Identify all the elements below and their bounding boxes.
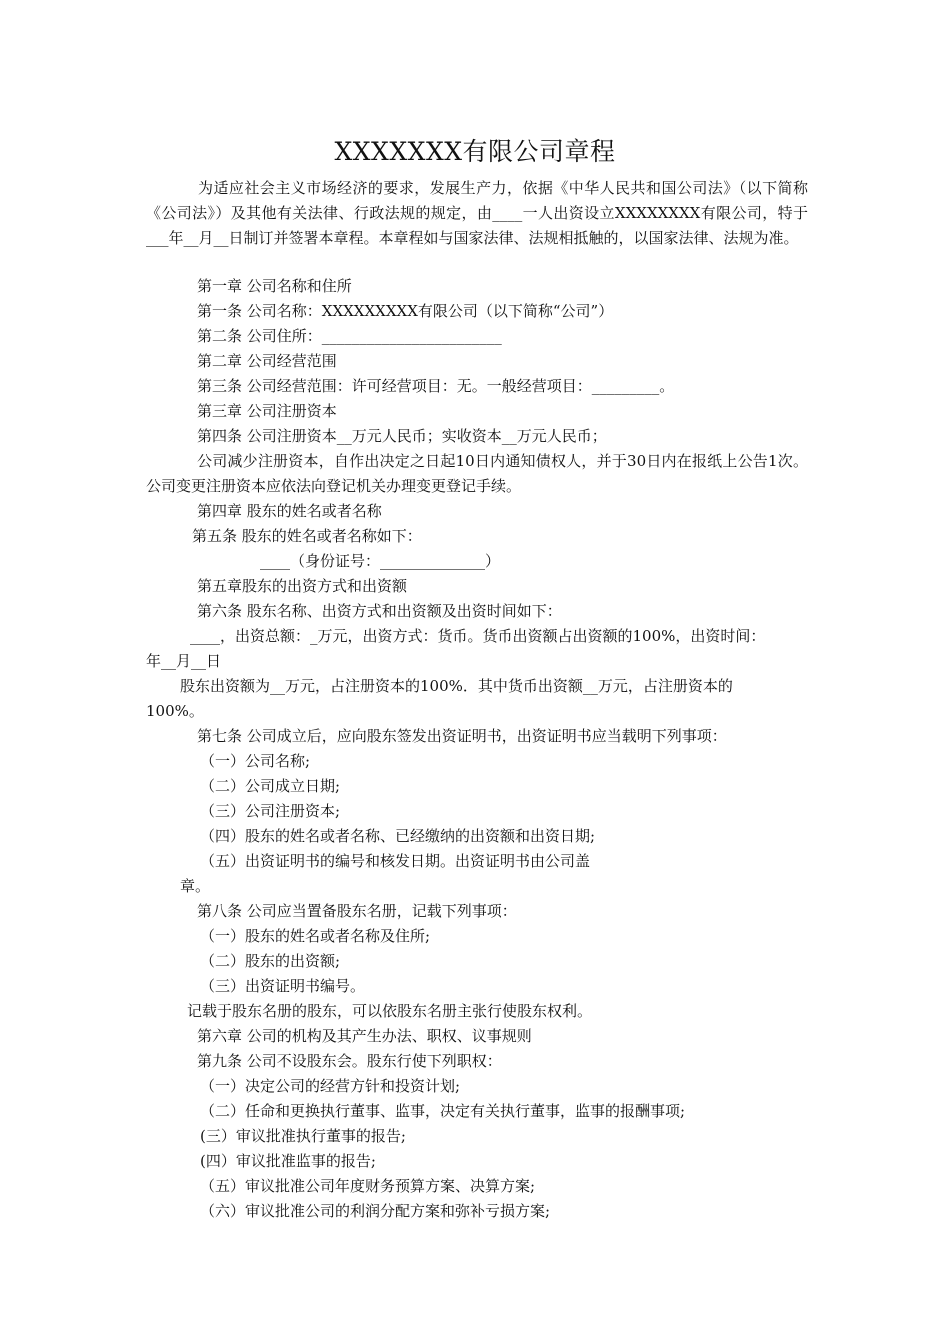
list-item: （二）股东的出资额;: [200, 952, 341, 970]
capital-reduction-paragraph: 公司减少注册资本，自作出决定之日起10日内通知债权人，并于30日内在报纸上公告1次。公司变更注册资本应依法向登记机关办理变更登记手续。: [146, 452, 808, 495]
article-9: 第九条 公司不设股东会。股东行使下列职权：: [197, 1052, 502, 1070]
list-item: （一）股东的姓名或者名称及住所;: [200, 927, 431, 945]
list-item: （二）任命和更换执行董事、监事，决定有关执行董事，监事的报酬事项;: [200, 1102, 686, 1120]
preamble-paragraph: 为适应社会主义市场经济的要求，发展生产力，依据《中华人民共和国公司法》（以下简称《公司法》）及其他有关法律、行政法规的规定，由____一人出资设立XXXXXXXX有限公司，特于___年__月__日制订并签署本章程。本章程如与国家法律、法规相抵触的，以国家法律、法规为准。: [146, 179, 808, 247]
list-item: （六）审议批准公司的利润分配方案和弥补亏损方案;: [200, 1202, 551, 1220]
contribution-line: ____，出资总额：_万元，出资方式：货币。货币出资额占出资额的100%，出资时间：: [190, 627, 766, 645]
list-item: (三）审议批准执行董事的报告;: [200, 1127, 406, 1145]
list-item: （五）出资证明书的编号和核发日期。出资证明书由公司盖: [200, 852, 591, 870]
article-2: 第二条 公司住所：________________________: [197, 327, 502, 345]
article-1: 第一条 公司名称：XXXXXXXXX有限公司（以下简称“公司”）: [197, 302, 614, 320]
article-7: 第七条 公司成立后，应向股东签发出资证明书，出资证明书应当载明下列事项：: [197, 727, 727, 745]
list-item: (四）审议批准监事的报告;: [200, 1152, 376, 1170]
shareholder-id-line: ____（身份证号：______________）: [260, 552, 501, 570]
contribution-amount-line: 股东出资额为__万元，占注册资本的100%．其中货币出资额__万元，占注册资本的: [180, 677, 733, 695]
list-item: （三）公司注册资本;: [200, 802, 341, 820]
list-item: （一）公司名称;: [200, 752, 311, 770]
chapter-4-heading: 第四章 股东的姓名或者名称: [197, 502, 382, 520]
list-item: （三）出资证明书编号。: [200, 977, 366, 995]
chapter-6-heading: 第六章 公司的机构及其产生办法、职权、议事规则: [197, 1027, 532, 1045]
article-3: 第三条 公司经营范围：许可经营项目：无。一般经营项目：_________。: [197, 377, 675, 395]
chapter-2-heading: 第二章 公司经营范围: [197, 352, 337, 370]
list-item-continuation: 章。: [180, 877, 211, 895]
list-item: （四）股东的姓名或者名称、已经缴纳的出资额和出资日期;: [200, 827, 596, 845]
document-title: XXXXXXX有限公司章程: [334, 137, 616, 166]
list-item: （二）公司成立日期;: [200, 777, 341, 795]
article-8: 第八条 公司应当置备股东名册，记载下列事项：: [197, 902, 517, 920]
article-4: 第四条 公司注册资本__万元人民币；实收资本__万元人民币；: [197, 427, 607, 445]
list-item: （五）审议批准公司年度财务预算方案、决算方案;: [200, 1177, 536, 1195]
contribution-amount-line-end: 100%。: [146, 702, 204, 720]
article-5: 第五条 股东的姓名或者名称如下：: [192, 527, 422, 545]
register-rights-line: 记载于股东名册的股东，可以依股东名册主张行使股东权利。: [187, 1002, 593, 1020]
contribution-date-line: 年__月__日: [146, 652, 222, 670]
article-6: 第六条 股东名称、出资方式和出资额及出资时间如下：: [197, 602, 562, 620]
chapter-5-heading: 第五章股东的出资方式和出资额: [197, 577, 408, 595]
chapter-3-heading: 第三章 公司注册资本: [197, 402, 337, 420]
list-item: （一）决定公司的经营方针和投资计划;: [200, 1077, 461, 1095]
chapter-1-heading: 第一章 公司名称和住所: [197, 277, 352, 295]
